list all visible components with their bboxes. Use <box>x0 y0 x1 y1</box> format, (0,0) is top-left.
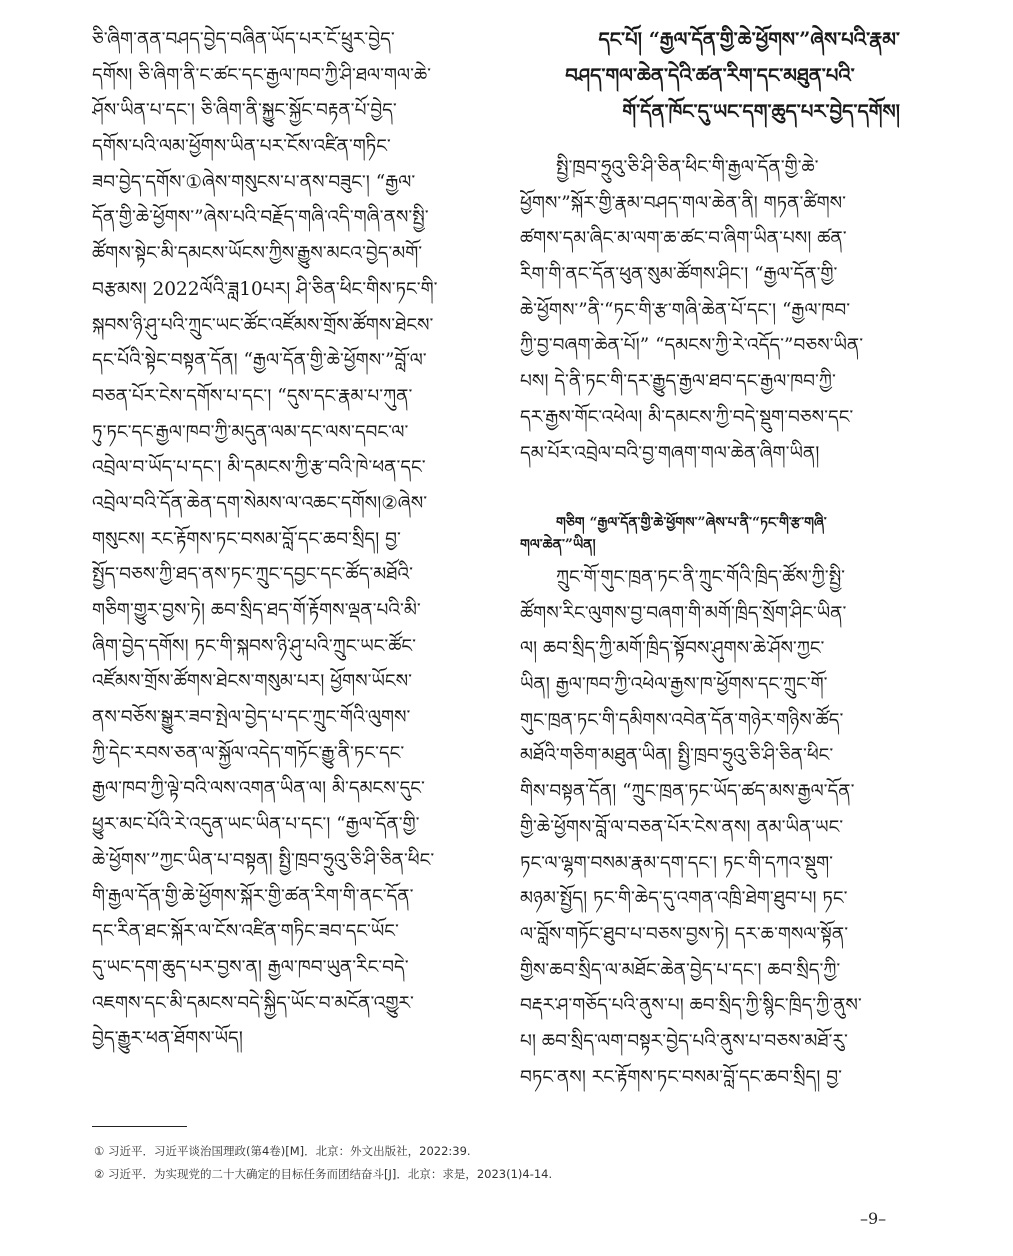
body-line: བཏང་ནས། རང་རྟོགས་ཏང་བསམ་བློ་དང་ཆབ་སྲིད། བྱ་ <box>520 1066 842 1088</box>
body-line: ཀྲུང་གོ་གུང་ཁྲན་ཏང་ནི་ཀྲུང་གོའི་ཁྲིད་ཚོས་ཀྱི་སྤྱི་ <box>556 567 846 588</box>
heading-line: གོ་དོན་ཁོང་དུ་ཡང་དག་ཆུད་པར་བྱེད་དགོས། <box>622 100 900 123</box>
heading-line: དང་པོ། “རྒྱལ་དོན་གྱི་ཆེ་ཕྱོགས་”ཞེས་པའི་རྣམ་ <box>598 28 900 51</box>
body-line: སྤྱི་ཁྲབ་ཧྲུའུ་ཅི་ཤི་ཅིན་ཕིང་གི་རྒྱལ་དོན་གྱི་ཆེ་ <box>556 157 819 178</box>
body-line: ཀྱི་བྱ་བཞག་ཆེན་པོ།” “དམངས་ཀྱི་རེ་འདོད་”བཅས་ཡིན་ <box>520 335 864 357</box>
page-number: –9– <box>860 1209 887 1228</box>
body-line: ཡིན། རྒྱལ་ཁབ་ཀྱི་འཕེལ་རྒྱས་ཁ་ཕྱོགས་དང་ཀྲུང་གོ་ <box>520 674 828 696</box>
body-line: མཉམ་སྤྱོད། ཏང་གི་ཆེད་དུ་འགན་འཁྲི་ཐེག་ཐུབ་པ། ཏང་ <box>520 888 848 910</box>
body-line: ཚོགས་རིང་ལུགས་བྱ་བཞག་གི་མགོ་ཁྲིད་སྲོག་ཤིང་ཡིན་ <box>520 602 847 624</box>
body-line: མཐོའི་གཅིག་མཐུན་ཡིན། སྤྱི་ཁྲབ་ཧྲུའུ་ཅི་ཤི་ཅིན་ཕིང་ <box>520 745 834 767</box>
body-line: དུ་ཡང་དག་ཆུད་པར་བྱས་ན། རྒྱལ་ཁབ་ཡུན་རིང་བདེ་ <box>92 956 409 978</box>
body-line: སྤྱོད་བཅས་ཀྱི་ཐད་ནས་ཏང་ཀྲུང་དབྱང་དང་ཚོད་མཐོའི་ <box>92 564 413 586</box>
body-line: ཆེ་ཕྱོགས་”ནི་“ཏང་གི་རྩ་གཞི་ཆེན་པོ་དང་། “རྒྱལ་ཁབ་ <box>520 299 851 321</box>
body-line: བཅན་པོར་ངེས་དགོས་པ་དང་། “དུས་དང་རྣམ་པ་ཀུན་ <box>92 385 413 407</box>
body-line: འཇགས་དང་མི་དམངས་བདེ་སྐྱིད་ཡོང་བ་མངོན་འགྱུར་ <box>92 992 414 1014</box>
body-line: གྱི་ཆེ་ཕྱོགས་བློ་ལ་བཅན་པོར་ངེས་ནས། ནམ་ཡིན་ཡང་ <box>520 816 844 838</box>
body-line: ཏུ་ཏང་དང་རྒྱལ་ཁབ་ཀྱི་མདུན་ལམ་དང་ལས་དབང་ལ་ <box>92 421 409 443</box>
footnote-divider <box>92 1126 187 1127</box>
body-line: སྐབས་ཉི་ཤུ་པའི་ཀྲུང་ཡང་ཚོང་འཛོམས་གྲོས་ཚོགས་ཐེངས་ <box>92 314 434 336</box>
body-line: བྱེད་རྒྱུར་ཕན་ཐོགས་ཡོད། <box>92 1028 243 1050</box>
body-line: དམ་པོར་འབྲེལ་བའི་བྱ་གཞག་གལ་ཆེན་ཞིག་ཡིན། <box>520 442 820 464</box>
body-line: ཚགས་དམ་ཞིང་མ་ལག་ཆ་ཚང་བ་ཞིག་ཡིན་པས། ཚན་ <box>520 228 847 250</box>
subheading-line: གཅིག “རྒྱལ་དོན་གྱི་ཆེ་ཕྱོགས་”ཞེས་པ་ནི་“ཏང་གི་རྩ་གཞི་ <box>556 515 827 531</box>
body-line: གི་རྒྱལ་དོན་གྱི་ཆེ་ཕྱོགས་སྐོར་གྱི་ཚན་རིག་གི་ནང་དོན་ <box>92 885 414 907</box>
body-line: གྱིས་ཆབ་སྲིད་ལ་མཐོང་ཆེན་བྱེད་པ་དང་། ཆབ་སྲིད་ཀྱི་ <box>520 959 841 981</box>
body-line: གུང་ཁྲན་ཏང་གི་དམིགས་འབེན་དོན་གཉེར་གཉིས་ཚོད་ <box>520 709 844 731</box>
section-body-2 <box>520 560 900 1095</box>
body-line: འབྲེལ་བ་ཡོད་པ་དང་། མི་དམངས་ཀྱི་རྩ་བའི་ཁེ་ཕན་དང་ <box>92 457 426 479</box>
left-column <box>92 22 478 1057</box>
body-line: དགོས། ཅི་ཞིག་ནི་ང་ཚང་དང་རྒྱལ་ཁབ་ཀྱི་ཤི་ཐལ་གལ་ཆེ་ <box>92 64 432 86</box>
footnote-2: ② 习近平．为实现党的二十大确定的目标任务而团结奋斗[J]．北京：求是，2023(1)4-14. <box>94 1167 553 1181</box>
footnote-1: ① 习近平．习近平谈治国理政(第4卷)[M]．北京：外文出版社，2022:39. <box>94 1144 471 1158</box>
body-line: རིག་གི་ནང་དོན་ཕུན་སུམ་ཚོགས་ཤིང་། “རྒྱལ་དོན་གྱི་ <box>520 264 838 286</box>
body-line: ཅི་ཞིག་ནན་བཤད་བྱེད་བཞིན་ཡོད་པར་ངོ་ཕྲུར་བྱེད་ <box>92 29 395 50</box>
section-body-1 <box>520 150 900 471</box>
body-line: ཞིག་བྱེད་དགོས། ཏང་གི་སྐབས་ཉི་ཤུ་པའི་ཀྲུང་ཡང་ཚོང་ <box>92 635 416 657</box>
body-line: རྒྱལ་ཁབ་ཀྱི་ལྟེ་བའི་ལས་འགན་ཡིན་ལ། མི་དམངས་དུང་ <box>92 778 425 800</box>
body-line <box>92 486 478 522</box>
body-line <box>92 165 478 201</box>
subsection-heading <box>520 512 900 556</box>
body-line: ལ་བློས་གཏོང་ཐུབ་པ་བཅས་བྱས་ཏེ། དར་ཆ་གསལ་སྟོན་ <box>520 923 849 945</box>
body-line: ཚོགས་སྟེང་མི་དམངས་ཡོངས་ཀྱིས་རྒྱུས་མངའ་བྱེད་མགོ་ <box>92 243 423 265</box>
body-line: ཀྱི་དེང་རབས་ཅན་ལ་སྐྱོལ་འདེད་གཏོང་རྒྱུ་ནི་ཏང་དང་ <box>92 742 405 764</box>
body-line: ཆེ་ཕྱོགས་”ཀྱང་ཡིན་པ་བསྟན། སྤྱི་ཁྲབ་ཧྲུའུ་ཅི་ཤི་ཅིན་ཕིང་ <box>92 849 435 871</box>
body-line: དང་པོའི་སྟེང་བསྟན་དོན། “རྒྱལ་དོན་གྱི་ཆེ་ཕྱོགས་”བློ་ལ་ <box>92 350 427 372</box>
heading-line: བཤད་གལ་ཆེན་དེའི་ཚན་རིག་དང་མཐུན་པའི་ <box>565 64 855 87</box>
body-line: དགོས་པའི་ལམ་ཕྱོགས་ཡིན་པར་ངོས་འཛིན་གཏིང་ <box>92 136 391 158</box>
body-line: འཛོམས་གྲོས་ཚོགས་ཐེངས་གསུམ་པར། ཕྱོགས་ཡོངས་ <box>92 671 412 693</box>
body-line: དར་རྒྱས་གོང་འཕེལ། མི་དམངས་ཀྱི་བདེ་སྡུག་བཅས་དང་ <box>520 406 854 428</box>
body-line: ནས་བཅོས་སྒྱུར་ཟབ་སྤེལ་བྱེད་པ་དང་ཀྲུང་གོའི་ལུགས་ <box>92 707 411 729</box>
body-line: ཏང་ལ་ལྷག་བསམ་རྣམ་དག་དང་། ཏང་གི་དཀའ་སྡུག་ <box>520 852 833 874</box>
right-column <box>520 22 900 1088</box>
body-line: བརྩམས། 2022ལོའི་ཟླ10པར། ཤི་ཅིན་ཕིང་གིས་ཏང་གི་ <box>92 278 438 300</box>
body-line: གིས་བསྟན་དོན། “ཀྲུང་ཁྲན་ཏང་ཡོད་ཚད་མས་རྒྱལ་དོན་ <box>520 781 855 803</box>
body-line: པ། ཆབ་སྲིད་ལག་བསྟར་བྱེད་པའི་ནུས་པ་བཅས་མཐོ་རུ་ <box>520 1030 848 1052</box>
body-text: འབྲེལ་བའི་དོན་ཆེན་དག་སེམས་ལ་འཆང་དགོས། <box>92 492 382 514</box>
section-heading <box>520 22 900 130</box>
body-line: དོན་གྱི་ཆེ་ཕྱོགས་”ཞེས་པའི་བརྗོད་གཞི་འདི་གཞི་ནས་སྤྱི་ <box>92 207 429 229</box>
body-line: བརྡར་ཤ་གཅོད་པའི་ནུས་པ། ཆབ་སྲིད་ཀྱི་སྙིང་ཁྲིད་ཀྱི་ནུས་ <box>520 995 862 1017</box>
footnotes <box>94 1140 914 1186</box>
body-line: པས། དེ་ནི་ཏང་གི་དར་རྒྱུད་རྒྱལ་ཐབ་དང་རྒྱལ་ཁབ་ཀྱི་ <box>520 371 836 393</box>
footnote-ref-inline: ①ཞེས་གསུངས་པ་ནས་བཟུང་། “རྒྱལ་ <box>185 171 416 193</box>
footnote-ref-inline: ②ཞེས་ <box>381 492 428 514</box>
body-line: གཅིག་གྱུར་བྱས་ཏེ། ཆབ་སྲིད་ཐད་གོ་རྟོགས་ལྡན་པའི་མི་ <box>92 600 421 621</box>
body-text: ཟབ་བྱེད་དགོས་ <box>92 171 186 193</box>
subheading-line: གལ་ཆེན་”ཡིན། <box>520 537 596 553</box>
body-line: ཕྱུར་མང་པོའི་རེ་འདུན་ཡང་ཡིན་པ་དང་། “རྒྱལ་དོན་གྱི་ <box>92 814 420 836</box>
body-line: གསུངས། རང་རྟོགས་ཏང་བསམ་བློ་དང་ཆབ་སྲིད། བྱ་ <box>92 528 401 550</box>
body-line: ཤོས་ཡིན་པ་དང་། ཅི་ཞིག་ནི་སྐྱུང་སྐྱོང་བརྟན་པོ་བྱེད་ <box>92 100 397 122</box>
body-line: ཕྱོགས་”སྐོར་གྱི་རྣམ་བཤད་གལ་ཆེན་ནི། གཏན་ཚིགས་ <box>520 192 846 214</box>
body-line: དང་རིན་ཐང་སྐོར་ལ་ངོས་འཛིན་གཏིང་ཟབ་དང་ཡོང་ <box>92 921 399 943</box>
body-line: ལ། ཆབ་སྲིད་ཀྱི་མགོ་ཁྲིད་སྟོབས་ཤུགས་ཆེ་ཤོས་ཀྱང་ <box>520 638 825 660</box>
